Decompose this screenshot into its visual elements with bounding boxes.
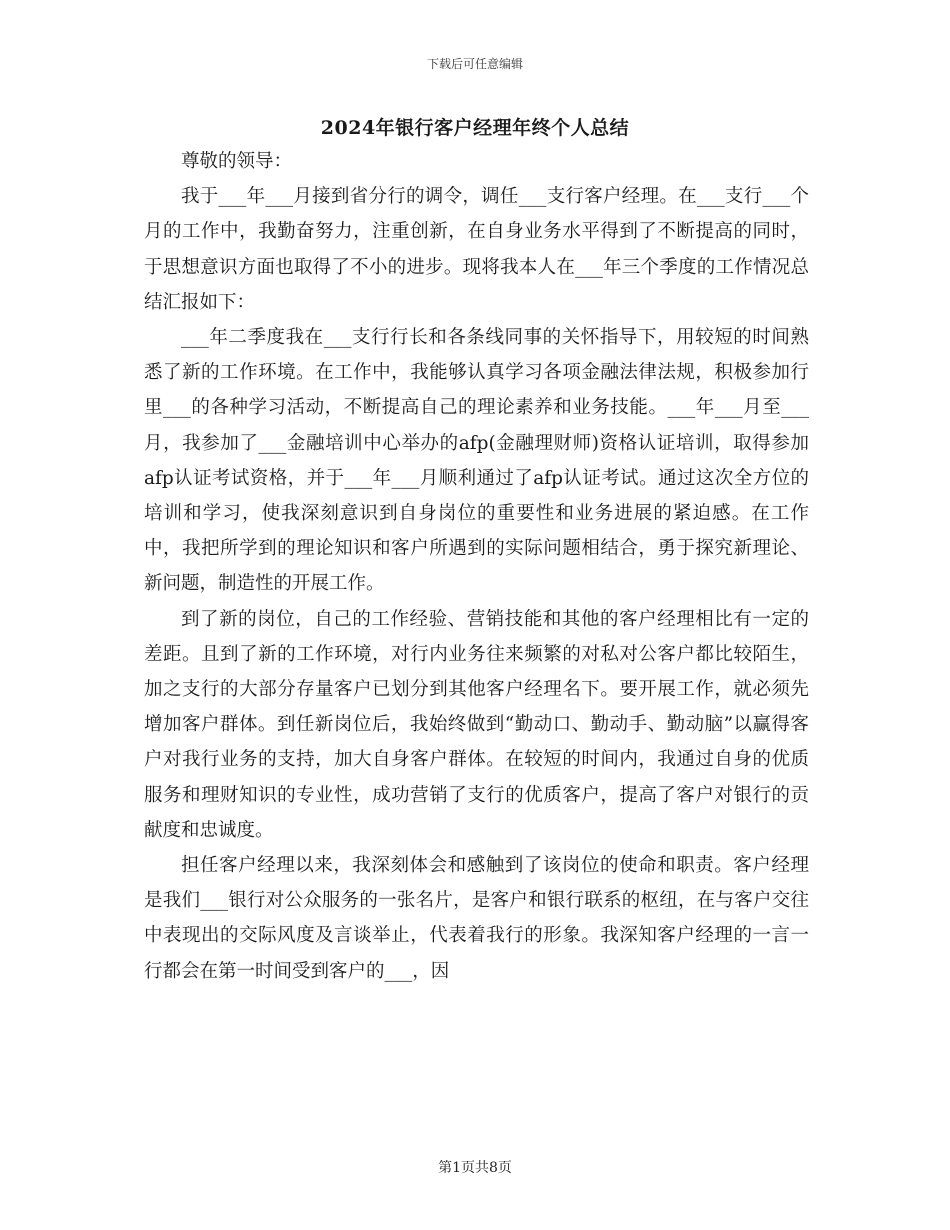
paragraph-1: 我于___年___月接到省分行的调令，调任___支行客户经理。在___支行___个月的工作中，我勤奋努力，注重创新，在自身业务水平得到了不断提高的同时，于思想意识方面也取得了不小的进步。现将我本人在___年三个季度的工作情况总结汇报如下：	[144, 186, 809, 313]
document-title: 2024年银行客户经理年终个人总结	[320, 117, 630, 139]
document-body	[144, 144, 809, 989]
paragraph-4: 担任客户经理以来，我深刻体会和感触到了该岗位的使命和职责。客户经理是我们___银行对公众服务的一张名片，是客户和银行联系的枢纽，在与客户交往中表现出的交际风度及言谈举止，代表着我行的形象。我深知客户经理的一言一行都会在第一时间受到客户的___，因	[144, 855, 809, 982]
header-note: 下载后可任意编辑	[426, 57, 523, 71]
salutation: 尊敬的领导：	[181, 151, 293, 172]
page-footer: 第1页共8页	[438, 1160, 512, 1176]
paragraph-2: ___年二季度我在___支行行长和各条线同事的关怀指导下，用较短的时间熟悉了新的工作环境。在工作中，我能够认真学习各项金融法律法规，积极参加行里___的各种学习活动，不断提高自己的理论素养和业务技能。___年___月至___月，我参加了___金融培训中心举办的afp(金融理财师)资格认证培训，取得参加afp认证考试资格，并于___年___月顺利通过了afp认证考试。通过这次全方位的培训和学习，使我深刻意识到自身岗位的重要性和业务进展的紧迫感。在工作中，我把所学到的理论知识和客户所遇到的实际问题相结合，勇于探究新理论、新问题，制造性的开展工作。	[144, 327, 809, 595]
paragraph-3: 到了新的岗位，自己的工作经验、营销技能和其他的客户经理相比有一定的差距。且到了新的工作环境，对行内业务往来频繁的对私对公客户都比较陌生，加之支行的大部分存量客户已划分到其他客户经理名下。要开展工作，就必须先增加客户群体。到任新岗位后，我始终做到“勤动口、勤动手、勤动脑”以赢得客户对我行业务的支持，加大自身客户群体。在较短的时间内，我通过自身的优质服务和理财知识的专业性，成功营销了支行的优质客户，提高了客户对银行的贡献度和忠诚度。	[144, 608, 809, 841]
